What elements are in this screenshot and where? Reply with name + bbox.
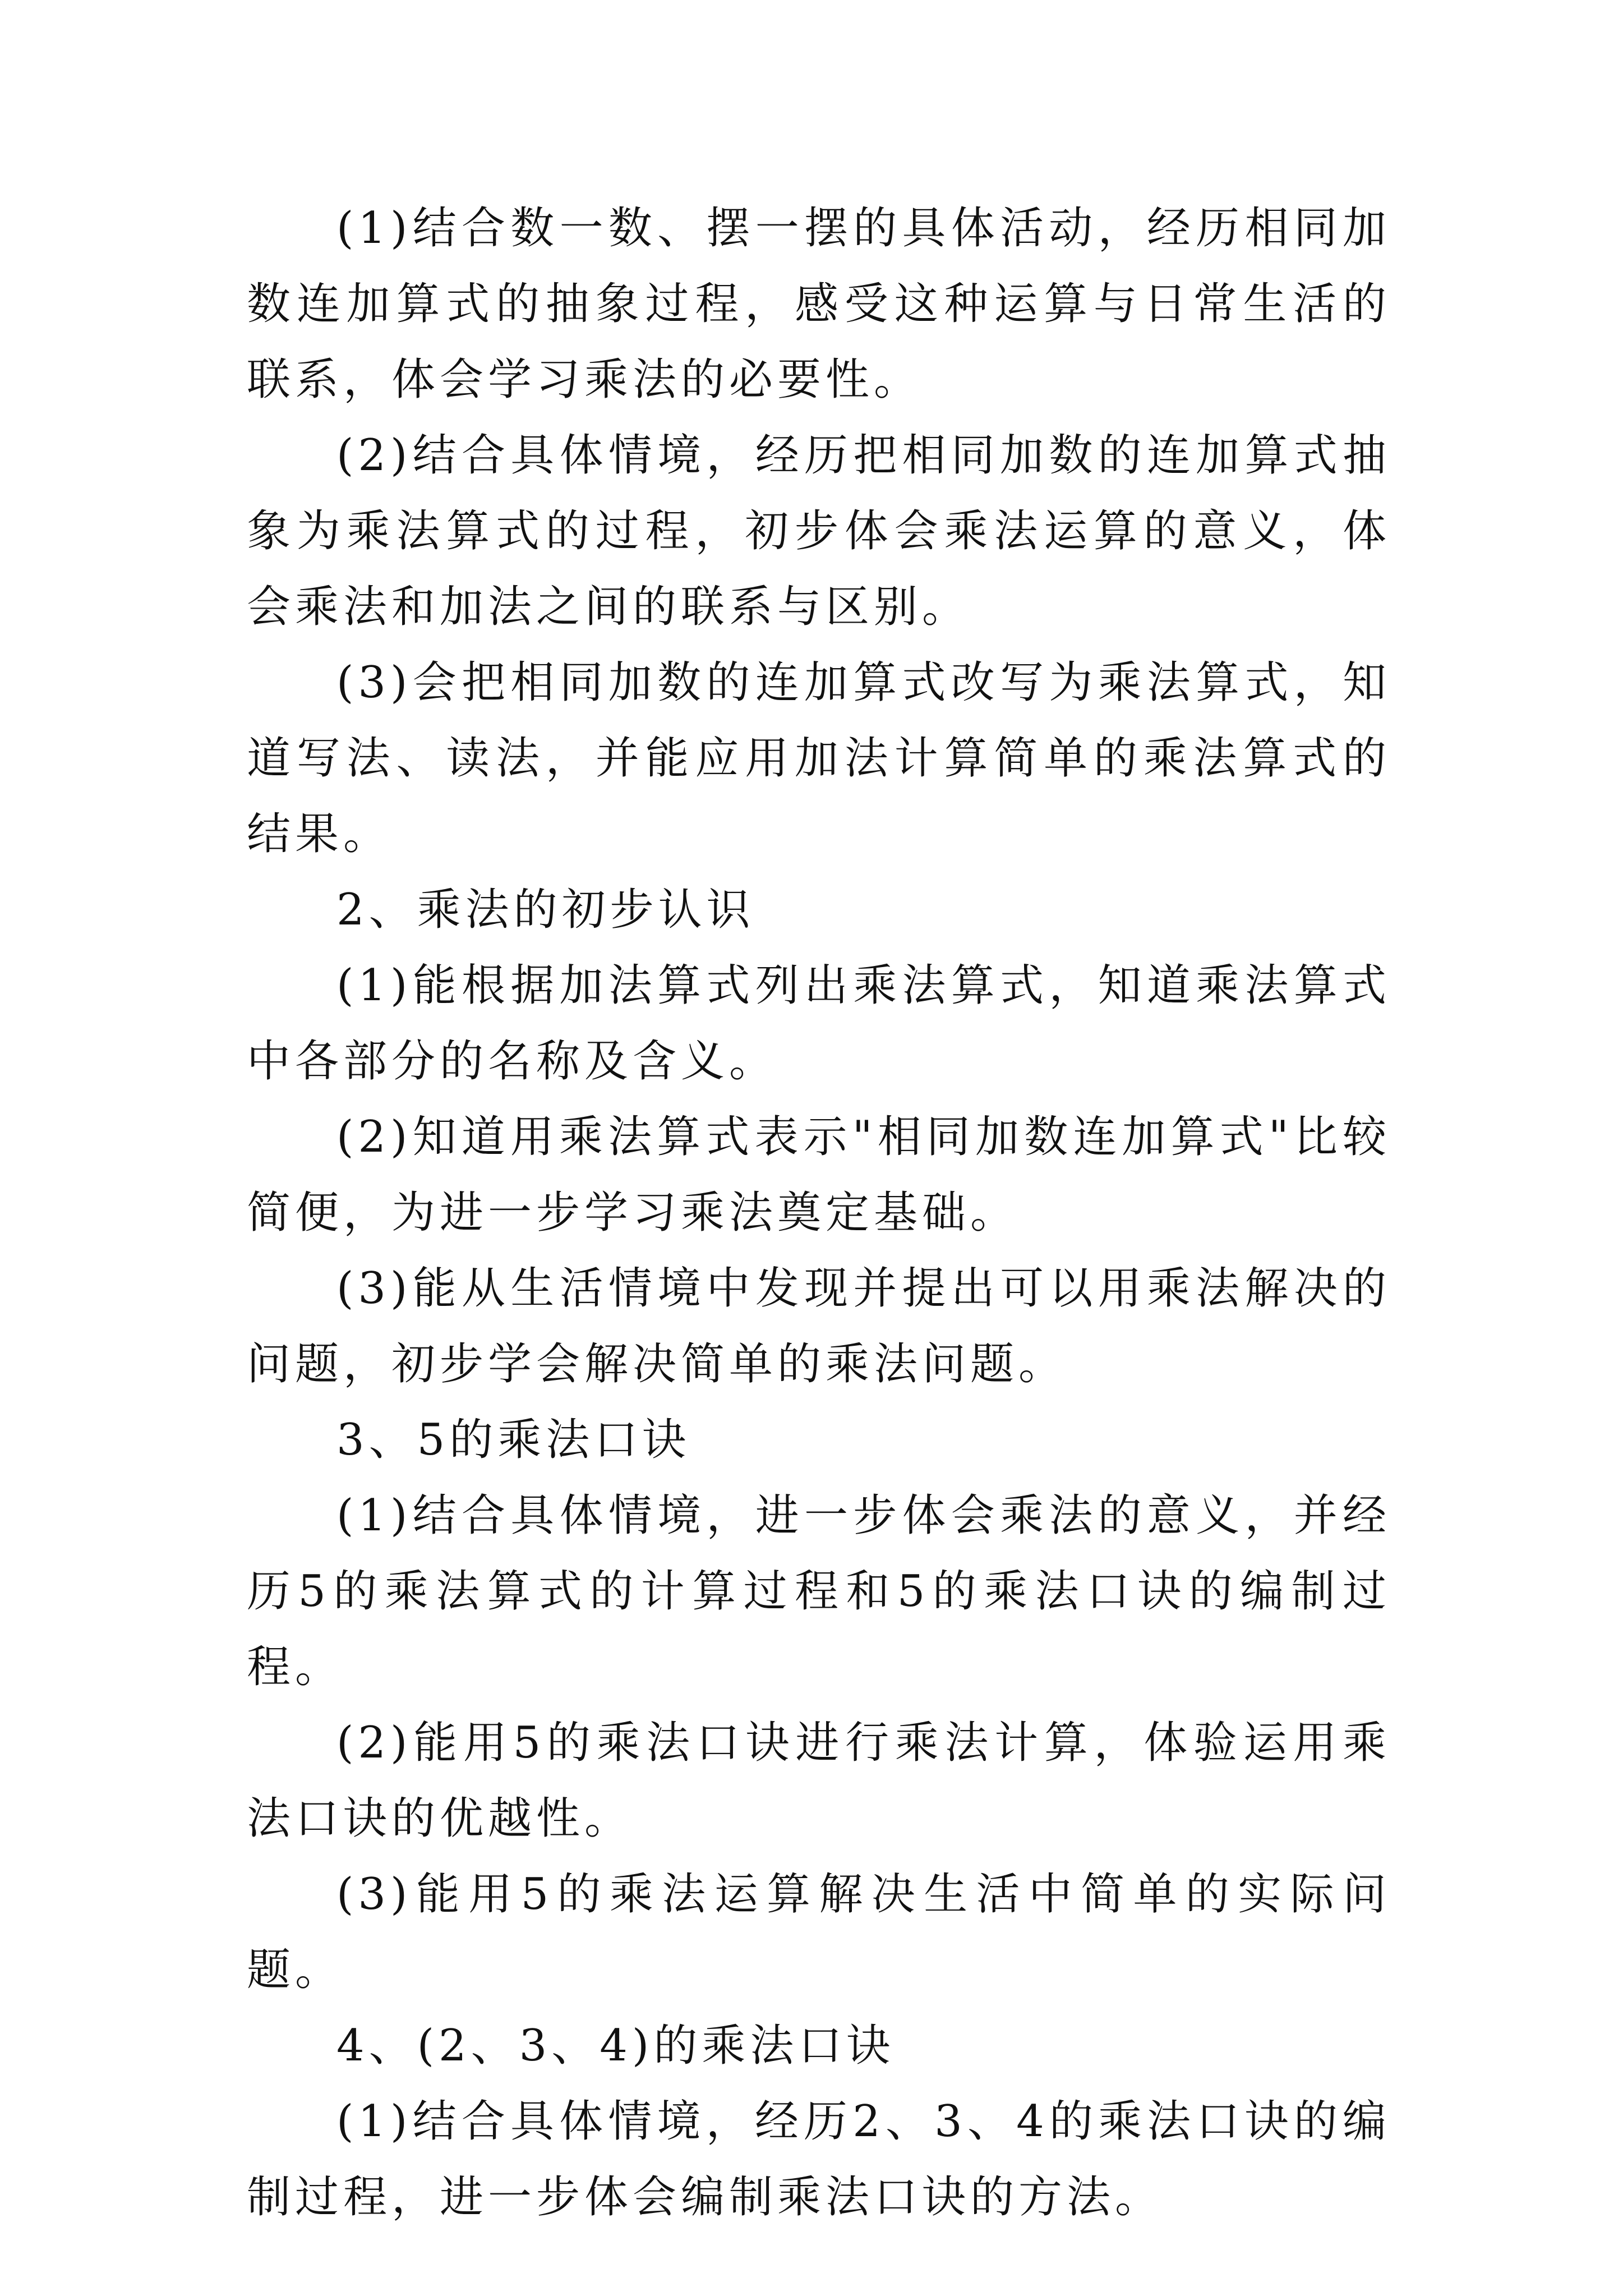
paragraph: (3)能用5的乘法运算解决生活中简单的实际问题。 [247, 1869, 1391, 1995]
paragraph: (1)结合数一数、摆一摆的具体活动，经历相同加数连加算式的抽象过程，感受这种运算与日常生活的联系，体会学习乘法的必要性。 [247, 203, 1391, 405]
paragraph: (2)知道用乘法算式表示"相同加数连加算式"比较简便，为进一步学习乘法奠定基础。 [247, 1112, 1391, 1238]
paragraph: (1)能根据加法算式列出乘法算式，知道乘法算式中各部分的名称及含义。 [247, 960, 1391, 1087]
section-heading: 2、乘法的初步认识 [336, 885, 755, 935]
paragraph: (1)结合具体情境，进一步体会乘法的意义，并经历5的乘法算式的计算过程和5的乘法口诀的编制过程。 [247, 1490, 1391, 1692]
document-body [247, 191, 1391, 2235]
paragraph: (2)能用5的乘法口诀进行乘法计算，体验运用乘法口诀的优越性。 [247, 1718, 1391, 1844]
paragraph: (3)能从生活情境中发现并提出可以用乘法解决的问题，初步学会解决简单的乘法问题。 [247, 1263, 1391, 1389]
section-heading: 4、(2、3、4)的乘法口诀 [336, 2021, 895, 2071]
section-heading: 3、5的乘法口诀 [336, 1415, 691, 1465]
paragraph: (1)结合具体情境，经历2、3、4的乘法口诀的编制过程，进一步体会编制乘法口诀的方法。 [247, 2096, 1391, 2223]
paragraph: (3)会把相同加数的连加算式改写为乘法算式，知道写法、读法，并能应用加法计算简单的乘法算式的结果。 [247, 657, 1391, 859]
paragraph: (2)结合具体情境，经历把相同加数的连加算式抽象为乘法算式的过程，初步体会乘法运算的意义，体会乘法和加法之间的联系与区别。 [247, 430, 1391, 632]
